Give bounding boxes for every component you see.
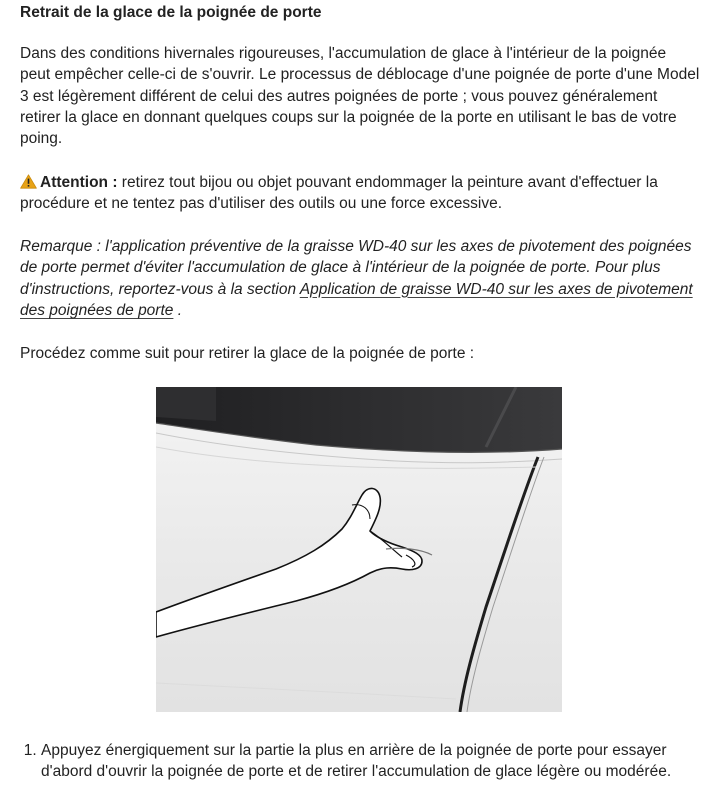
warning-label: Attention : <box>40 174 118 191</box>
page-title: Retrait de la glace de la poignée de porte <box>20 4 322 21</box>
intro-paragraph: Dans des conditions hivernales rigoureuses, l'accumulation de glace à l'intérieur de la poignée peut empêcher celle-ci de s'ouvrir. Le processus de déblocage d'une poignée de porte d'une Model 3 est légèrement différent de celui des autres poignées de porte ; vous pouvez généralement retirer la glace en donnant quelques coups sur la poignée de la porte en utilisant le bas de votre poing. <box>20 45 700 148</box>
note-text: Remarque : l'application préventive de la graisse WD-40 sur les axes de pivotement des poignées de porte permet d'éviter l'accumulation de glace à l'intérieur de la poignée de porte. Pour plus d'instructions, reportez-vous à la section <box>20 238 692 298</box>
door-handle-illustration <box>156 387 562 712</box>
door-hand-image <box>156 387 562 712</box>
step-item: 1. Appuyez énergiquement sur la partie la plus en arrière de la poignée de porte pour essayer d'abord d'ouvrir la poignée de porte et de retirer l'accumulation de glace légère ou modérée. <box>41 740 716 783</box>
wd40-link[interactable]: Application de graisse WD-40 sur les axes de pivotement des poignées de porte <box>20 280 693 319</box>
warning-triangle-icon <box>20 174 37 189</box>
procedure-steps <box>20 740 716 783</box>
note-paragraph <box>20 236 700 321</box>
note-after: . <box>173 301 183 319</box>
warning-paragraph <box>20 172 700 215</box>
warning-text: retirez tout bijou ou objet pouvant endommager la peinture avant d'effectuer la procédure et ne tentez pas d'utiliser des outils ou une force excessive. <box>20 174 658 213</box>
procedure-lead: Procédez comme suit pour retirer la glace de la poignée de porte : <box>20 345 475 362</box>
